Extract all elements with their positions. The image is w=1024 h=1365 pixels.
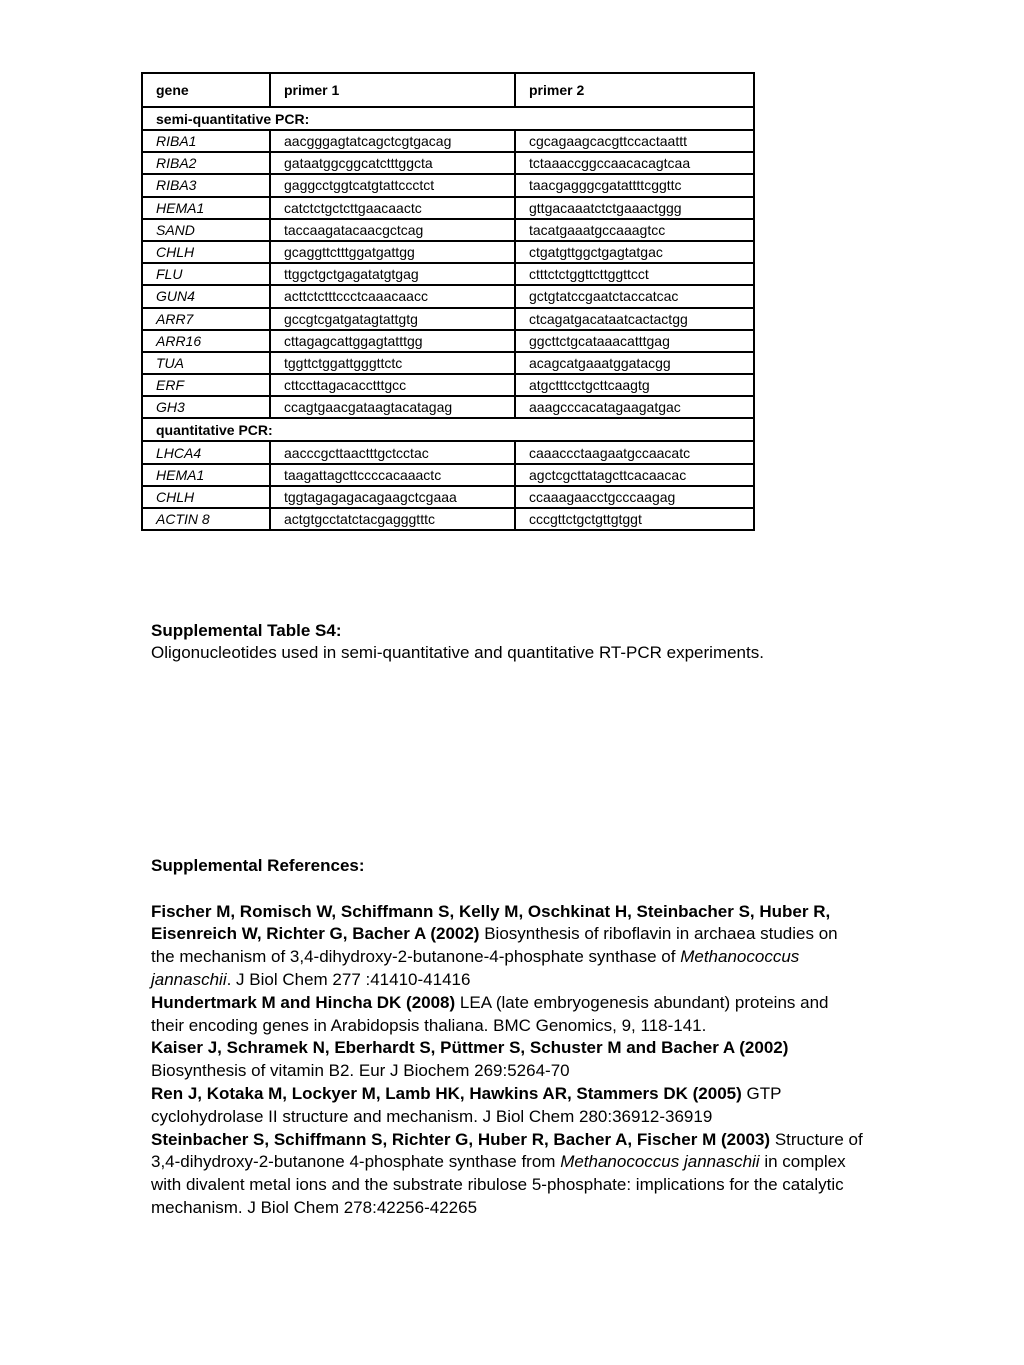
gene-cell: TUA xyxy=(142,352,270,374)
primer-1-cell: aacccgcttaactttgctcctac xyxy=(270,441,515,463)
section-label: quantitative PCR: xyxy=(142,418,754,441)
reference-text: . J Biol Chem 277 :41410-41416 xyxy=(226,969,471,989)
primer-1-cell: tggtagagagacagaagctcgaaa xyxy=(270,486,515,508)
primer-1-cell: gcaggttctttggatgattgg xyxy=(270,241,515,263)
gene-cell: ARR16 xyxy=(142,330,270,352)
primer-1-cell: cttagagcattggagtatttgg xyxy=(270,330,515,352)
primer-1-cell: aacgggagtatcagctcgtgacag xyxy=(270,130,515,152)
reference-authors: Hundertmark M and Hincha DK (2008) xyxy=(151,992,456,1012)
primer-2-cell: cccgttctgctgttgtggt xyxy=(515,508,754,530)
primer-1-cell: ttggctgctgagatatgtgag xyxy=(270,263,515,285)
primer-2-cell: aaagcccacatagaagatgac xyxy=(515,396,754,418)
reference-item xyxy=(151,1129,863,1220)
table-row xyxy=(142,308,754,330)
reference-list xyxy=(151,901,863,1220)
table-row xyxy=(142,486,754,508)
primer-1-cell: actgtgcctatctacgagggtttc xyxy=(270,508,515,530)
gene-cell: HEMA1 xyxy=(142,197,270,219)
reference-item xyxy=(151,901,863,992)
references-section xyxy=(151,855,863,1220)
primer-2-cell: tacatgaaatgccaaagtcc xyxy=(515,219,754,241)
table-row xyxy=(142,152,754,174)
primer-2-cell: acagcatgaaatggatacgg xyxy=(515,352,754,374)
caption-title: Supplemental Table S4: xyxy=(151,621,342,640)
reference-item xyxy=(151,992,863,1038)
table-caption xyxy=(151,620,911,664)
table-row xyxy=(142,130,754,152)
gene-cell: SAND xyxy=(142,219,270,241)
reference-text: LEA (late embryogenesis abundant) proteins and their encoding genes in Arabidopsis thaliana. BMC Genomics, 9, 118-141. xyxy=(151,992,829,1035)
reference-text: in complex with divalent metal ions and the substrate ribulose 5-phosphate: implications for the catalytic mechanism. J Biol Chem 278:42256-42265 xyxy=(151,1152,846,1217)
primer-2-cell: taacgagggcgatattttcggttc xyxy=(515,174,754,196)
table-row xyxy=(142,396,754,418)
reference-item xyxy=(151,1083,863,1129)
reference-text: GTP cyclohydrolase II structure and mechanism. J Biol Chem 280:36912-36919 xyxy=(151,1083,782,1126)
header-primer-2: primer 2 xyxy=(515,73,754,107)
primer-1-cell: ccagtgaacgataagtacatagag xyxy=(270,396,515,418)
table-header-row xyxy=(142,73,754,107)
primer-table-body xyxy=(142,73,754,530)
table-row xyxy=(142,374,754,396)
gene-cell: GUN4 xyxy=(142,285,270,307)
table-row xyxy=(142,330,754,352)
primer-1-cell: taccaagatacaacgctcag xyxy=(270,219,515,241)
reference-species: Methanococcus jannaschii xyxy=(560,1152,760,1172)
primer-2-cell: tctaaaccggccaacacagtcaa xyxy=(515,152,754,174)
reference-authors: Kaiser J, Schramek N, Eberhardt S, Püttmer S, Schuster M and Bacher A (2002) xyxy=(151,1038,789,1058)
primer-2-cell: ctcagatgacataatcactactgg xyxy=(515,308,754,330)
primer-1-cell: gaggcctggtcatgtattccctct xyxy=(270,174,515,196)
table-section-row xyxy=(142,418,754,441)
caption-text: Oligonucleotides used in semi-quantitative and quantitative RT-PCR experiments. xyxy=(151,643,764,662)
table-row xyxy=(142,441,754,463)
reference-item xyxy=(151,1037,863,1083)
gene-cell: ACTIN 8 xyxy=(142,508,270,530)
references-title: Supplemental References: xyxy=(151,856,365,875)
gene-cell: FLU xyxy=(142,263,270,285)
primer-2-cell: ctgatgttggctgagtatgac xyxy=(515,241,754,263)
gene-cell: RIBA1 xyxy=(142,130,270,152)
primer-2-cell: ccaaagaacctgcccaagag xyxy=(515,486,754,508)
gene-cell: CHLH xyxy=(142,241,270,263)
section-label: semi-quantitative PCR: xyxy=(142,107,754,130)
primer-2-cell: gctgtatccgaatctaccatcac xyxy=(515,285,754,307)
gene-cell: RIBA3 xyxy=(142,174,270,196)
table-row xyxy=(142,241,754,263)
table-row xyxy=(142,464,754,486)
reference-authors: Ren J, Kotaka M, Lockyer M, Lamb HK, Hawkins AR, Stammers DK (2005) xyxy=(151,1083,742,1103)
primer-2-cell: atgctttcctgcttcaagtg xyxy=(515,374,754,396)
gene-cell: GH3 xyxy=(142,396,270,418)
gene-cell: ERF xyxy=(142,374,270,396)
primer-2-cell: cgcagaagcacgttccactaattt xyxy=(515,130,754,152)
reference-text: Biosynthesis of vitamin B2. Eur J Biochem 269:5264-70 xyxy=(151,1061,570,1081)
table-row xyxy=(142,219,754,241)
table-section-row xyxy=(142,107,754,130)
primer-2-cell: caaaccctaagaatgccaacatc xyxy=(515,441,754,463)
primer-2-cell: ggcttctgcataaacatttgag xyxy=(515,330,754,352)
gene-cell: RIBA2 xyxy=(142,152,270,174)
primer-2-cell: ctttctctggttcttggttcct xyxy=(515,263,754,285)
primer-1-cell: gataatggcggcatctttggcta xyxy=(270,152,515,174)
table-row xyxy=(142,197,754,219)
gene-cell: ARR7 xyxy=(142,308,270,330)
reference-text: Structure of 3,4-dihydroxy-2-butanone 4-phosphate synthase from xyxy=(151,1129,863,1172)
primer-1-cell: cttccttagacacctttgcc xyxy=(270,374,515,396)
reference-text: Biosynthesis of riboflavin in archaea studies on the mechanism of 3,4-dihydroxy-2-butanone-4-phosphate synthase of xyxy=(151,924,838,967)
table-row xyxy=(142,263,754,285)
primer-1-cell: catctctgctcttgaacaactc xyxy=(270,197,515,219)
primer-1-cell: tggttctggattgggttctc xyxy=(270,352,515,374)
reference-species: Methanococcus jannaschii xyxy=(151,947,800,989)
table-row xyxy=(142,174,754,196)
primer-table xyxy=(141,72,755,531)
primer-1-cell: taagattagcttccccacaaactc xyxy=(270,464,515,486)
primer-2-cell: agctcgcttatagcttcacaacac xyxy=(515,464,754,486)
header-primer-1: primer 1 xyxy=(270,73,515,107)
primer-1-cell: acttctctttccctcaaacaacc xyxy=(270,285,515,307)
primer-1-cell: gccgtcgatgatagtattgtg xyxy=(270,308,515,330)
gene-cell: HEMA1 xyxy=(142,464,270,486)
table-row xyxy=(142,508,754,530)
gene-cell: LHCA4 xyxy=(142,441,270,463)
header-gene: gene xyxy=(142,73,270,107)
reference-authors: Steinbacher S, Schiffmann S, Richter G, Huber R, Bacher A, Fischer M (2003) xyxy=(151,1129,771,1149)
table-row xyxy=(142,285,754,307)
gene-cell: CHLH xyxy=(142,486,270,508)
reference-authors: Fischer M, Romisch W, Schiffmann S, Kelly M, Oschkinat H, Steinbacher S, Huber R, Eisenreich W, Richter G, Bacher A (2002) xyxy=(151,901,831,944)
primer-2-cell: gttgacaaatctctgaaactggg xyxy=(515,197,754,219)
table-row xyxy=(142,352,754,374)
